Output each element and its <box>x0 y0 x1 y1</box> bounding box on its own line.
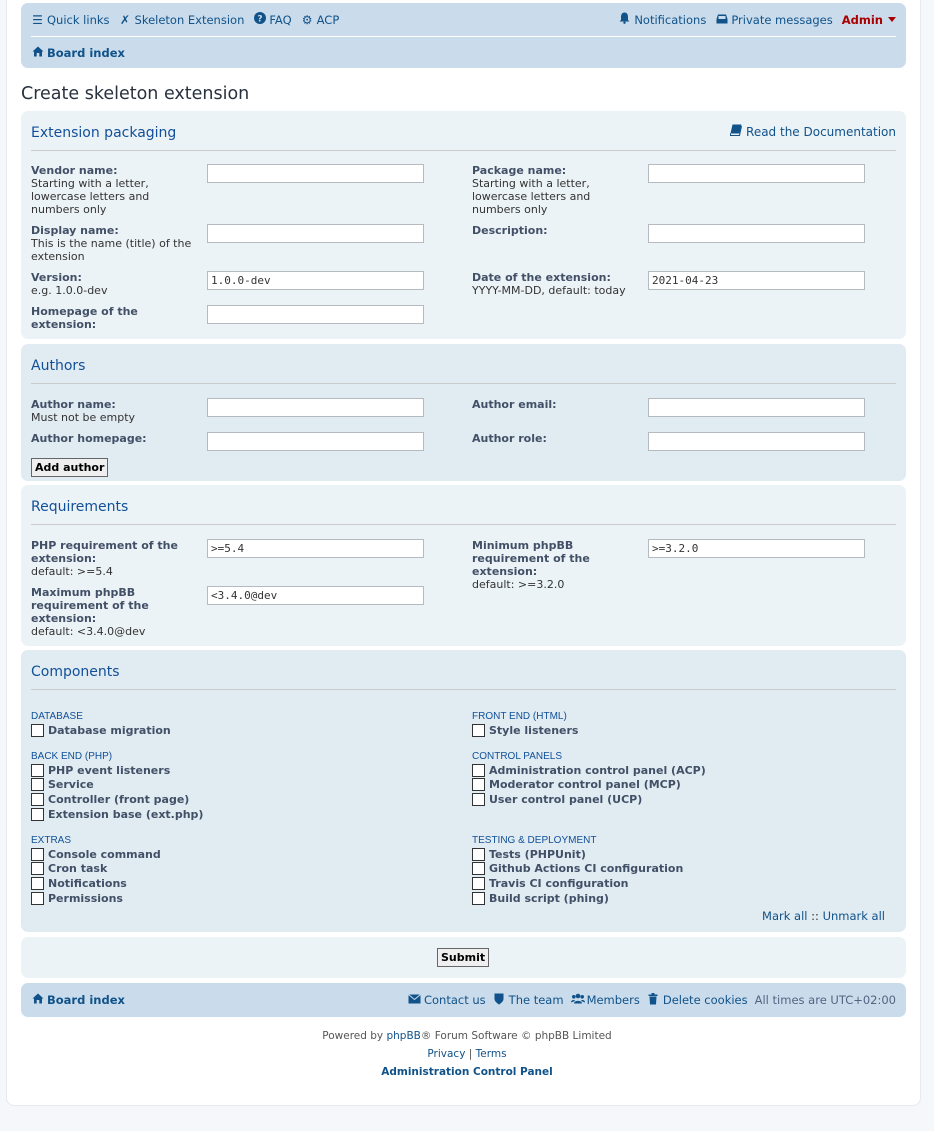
section-title: Requirements <box>31 485 896 525</box>
user-menu[interactable]: Admin <box>842 13 896 27</box>
faq-link[interactable]: ? FAQ <box>253 12 291 27</box>
requirements-panel: Requirements PHP requirement of the extension: default: >=5.4 >=5.4 Minimum phpBB requirement of the extension: default: >=3.2.0 >=3.2.0 Maximum phpBB requirement of the extension: default: <3.4.0@dev <3.4.0@dev <box>21 485 906 646</box>
footer-board-index-link[interactable]: Board index <box>31 993 125 1007</box>
terms-link[interactable]: Terms <box>475 1048 507 1060</box>
timezone-info: All times are UTC+02:00 <box>754 993 896 1007</box>
checkbox[interactable] <box>31 808 44 821</box>
book-icon <box>730 124 742 139</box>
section-title: Authors <box>31 344 896 384</box>
component-travis-ci[interactable]: Travis CI configuration <box>472 876 683 891</box>
component-notifications[interactable]: Notifications <box>31 876 161 891</box>
homepage-input[interactable] <box>207 305 424 324</box>
component-permissions[interactable]: Permissions <box>31 891 161 906</box>
hamburger-icon: ☰ <box>32 12 43 27</box>
private-messages-link[interactable]: Private messages <box>715 13 832 27</box>
component-group-testing: TESTING & DEPLOYMENT Tests (PHPUnit) Github Actions CI configuration Travis CI configuration Build script (phing) <box>472 835 684 905</box>
checkbox[interactable] <box>31 778 44 791</box>
display-name-input[interactable] <box>207 224 424 243</box>
component-github-actions[interactable]: Github Actions CI configuration <box>472 862 683 877</box>
checkbox[interactable] <box>472 724 485 737</box>
envelope-icon <box>408 993 421 1007</box>
component-group-backend: BACK END (PHP) PHP event listeners Service Controller (front page) Extension base (ext.php) <box>31 751 204 821</box>
checkbox[interactable] <box>31 764 44 777</box>
section-title: Extension packaging <box>31 111 896 151</box>
checkbox[interactable] <box>31 892 44 905</box>
phpbb-link[interactable]: phpBB <box>386 1030 421 1042</box>
svg-text:?: ? <box>257 14 263 24</box>
submit-button[interactable]: Submit <box>437 948 489 967</box>
checkbox[interactable] <box>31 724 44 737</box>
component-style-listeners[interactable]: Style listeners <box>472 723 578 738</box>
component-ucp[interactable]: User control panel (UCP) <box>472 792 706 807</box>
cogs-icon: ⚙ <box>301 12 313 27</box>
question-circle-icon <box>253 12 266 27</box>
component-group-extras: EXTRAS Console command Cron task Notifications Permissions <box>31 835 161 905</box>
shield-icon <box>493 993 506 1008</box>
members-link[interactable]: Members <box>571 993 640 1007</box>
component-tests-phpunit[interactable]: Tests (PHPUnit) <box>472 847 683 862</box>
read-documentation-link[interactable]: Read the Documentation <box>730 124 896 139</box>
component-database-migration[interactable]: Database migration <box>31 723 171 738</box>
package-name-input[interactable] <box>648 164 865 183</box>
add-author-button[interactable]: Add author <box>31 458 108 477</box>
checkbox[interactable] <box>472 848 485 861</box>
component-controller[interactable]: Controller (front page) <box>31 792 203 807</box>
max-phpbb-input[interactable] <box>207 586 424 605</box>
acp-footer <box>0 1066 934 1078</box>
privacy-link[interactable]: Privacy <box>427 1048 466 1060</box>
checkbox[interactable] <box>31 793 44 806</box>
unmark-all-link[interactable]: Unmark all <box>822 909 885 923</box>
component-mcp[interactable]: Moderator control panel (MCP) <box>472 778 706 793</box>
component-build-script[interactable]: Build script (phing) <box>472 891 683 906</box>
authors-panel: Authors Author name: Must not be empty Author email: Author homepage: Author role: Add author <box>21 344 906 481</box>
author-name-input[interactable] <box>207 398 424 417</box>
page-title: Create skeleton extension <box>21 84 250 104</box>
checkbox[interactable] <box>472 862 485 875</box>
footer-navbar <box>21 983 906 1017</box>
php-requirement-input[interactable] <box>207 539 424 558</box>
component-extension-base[interactable]: Extension base (ext.php) <box>31 807 203 822</box>
administration-control-panel-link[interactable]: Administration Control Panel <box>381 1066 553 1078</box>
mark-controls: Mark all :: Unmark all <box>762 909 885 923</box>
tools-icon: ✗ <box>119 12 131 27</box>
the-team-link[interactable]: The team <box>493 993 564 1008</box>
users-icon <box>571 993 584 1007</box>
checkbox[interactable] <box>472 892 485 905</box>
skeleton-extension-link[interactable]: ✗ Skeleton Extension <box>119 12 245 27</box>
author-homepage-input[interactable] <box>207 432 424 451</box>
mark-all-link[interactable]: Mark all <box>762 909 808 923</box>
component-php-event-listeners[interactable]: PHP event listeners <box>31 763 203 778</box>
checkbox[interactable] <box>31 877 44 890</box>
date-input[interactable] <box>648 271 865 290</box>
component-group-control-panels: CONTROL PANELS Administration control panel (ACP) Moderator control panel (MCP) User control panel (UCP) <box>472 751 706 806</box>
component-console-command[interactable]: Console command <box>31 847 161 862</box>
component-group-database: DATABASE Database migration <box>31 711 171 737</box>
powered-by: Powered by phpBB® Forum Software © phpBB Limited <box>322 1030 612 1042</box>
contact-us-link[interactable]: Contact us <box>408 993 486 1007</box>
legal-links: Privacy | Terms <box>427 1048 507 1060</box>
checkbox[interactable] <box>31 862 44 875</box>
components-panel <box>21 650 906 932</box>
quick-links-menu[interactable]: ☰ Quick links <box>32 12 110 27</box>
author-role-input[interactable] <box>648 432 865 451</box>
board-index-link[interactable]: Board index <box>31 46 125 60</box>
description-input[interactable] <box>648 224 865 243</box>
extension-packaging-panel: Extension packaging Read the Documentation Vendor name: Starting with a letter, lowercase letters and numbers only Package name: Starting with a letter, lowercase letters and numbers only Display name: This is the name (title) of the extension Description: Version: e.g. 1.0.0-dev 1.0.0-dev Date of the extension: YYYY-MM-DD, default: today 2021-04-23 Homepage of the extension: <box>21 111 906 339</box>
author-email-input[interactable] <box>648 398 865 417</box>
component-group-frontend: FRONT END (HTML) Style listeners <box>472 711 579 737</box>
navbar <box>21 3 906 68</box>
component-cron-task[interactable]: Cron task <box>31 862 161 877</box>
component-acp[interactable]: Administration control panel (ACP) <box>472 763 706 778</box>
submit-panel <box>21 937 906 978</box>
notifications-link[interactable]: Notifications <box>618 12 706 27</box>
section-title: Components <box>31 650 896 690</box>
component-service[interactable]: Service <box>31 778 203 793</box>
home-icon <box>31 46 44 60</box>
vendor-name-input[interactable] <box>207 164 424 183</box>
checkbox[interactable] <box>472 793 485 806</box>
checkbox[interactable] <box>472 764 485 777</box>
acp-link[interactable]: ⚙ ACP <box>301 12 340 27</box>
bell-icon <box>618 12 631 27</box>
inbox-icon <box>715 13 728 27</box>
checkbox[interactable] <box>31 848 44 861</box>
version-input[interactable] <box>207 271 424 290</box>
checkbox[interactable] <box>472 877 485 890</box>
home-icon <box>31 993 44 1007</box>
checkbox[interactable] <box>472 778 485 791</box>
min-phpbb-input[interactable] <box>648 539 865 558</box>
caret-down-icon <box>888 17 896 22</box>
trash-icon <box>647 993 660 1008</box>
delete-cookies-link[interactable]: Delete cookies <box>647 993 748 1008</box>
